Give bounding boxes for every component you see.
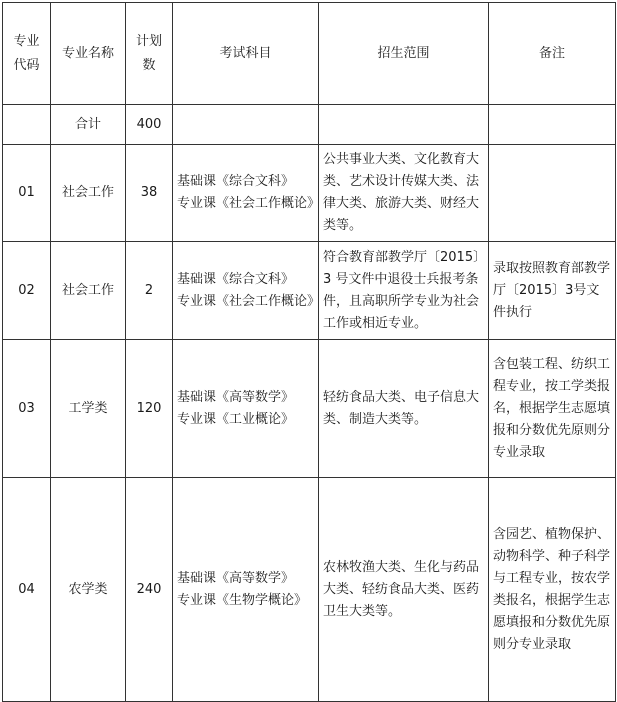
row-notes: 录取按照教育部教学厅〔2015〕3号文件执行 (489, 242, 616, 340)
row-code: 02 (3, 242, 51, 340)
header-row (3, 3, 616, 105)
total-value: 400 (126, 105, 173, 145)
row-plan: 120 (126, 340, 173, 478)
row-code: 04 (3, 478, 51, 702)
row-notes: 含包装工程、纺织工程专业，按工学类报名，根据学生志愿填报和分数优先原则分专业录取 (489, 340, 616, 478)
total-row (3, 105, 616, 145)
row-subjects: 基础课《综合文科》 专业课《社会工作概论》 (173, 145, 319, 242)
row-scope: 公共事业大类、文化教育大类、艺术设计传媒大类、法律大类、旅游大类、财经大类等。 (319, 145, 489, 242)
row-name: 社会工作 (51, 145, 126, 242)
row-notes: 含园艺、植物保护、动物科学、种子科学与工程专业，按农学类报名，根据学生志愿填报和分数优先原则分专业录取 (489, 478, 616, 702)
total-notes (489, 105, 616, 145)
header-notes: 备注 (489, 3, 616, 105)
row-plan: 240 (126, 478, 173, 702)
row-scope: 符合教育部教学厅〔2015〕3 号文件中退役士兵报考条件，且高职所学专业为社会工作或相近专业。 (319, 242, 489, 340)
total-subjects (173, 105, 319, 145)
header-scope: 招生范围 (319, 3, 489, 105)
row-scope: 轻纺食品大类、电子信息大类、制造大类等。 (319, 340, 489, 478)
table-row (3, 145, 616, 242)
header-name: 专业名称 (51, 3, 126, 105)
row-name: 社会工作 (51, 242, 126, 340)
header-subjects: 考试科目 (173, 3, 319, 105)
row-subjects: 基础课《高等数学》 专业课《工业概论》 (173, 340, 319, 478)
row-plan: 38 (126, 145, 173, 242)
row-scope: 农林牧渔大类、生化与药品大类、轻纺食品大类、医药卫生大类等。 (319, 478, 489, 702)
total-scope (319, 105, 489, 145)
header-code: 专业 代码 (3, 3, 51, 105)
total-code (3, 105, 51, 145)
admission-plan-table (2, 2, 616, 702)
row-notes (489, 145, 616, 242)
row-subjects: 基础课《综合文科》 专业课《社会工作概论》 (173, 242, 319, 340)
table-row (3, 242, 616, 340)
row-subjects: 基础课《高等数学》 专业课《生物学概论》 (173, 478, 319, 702)
table-row (3, 478, 616, 702)
row-plan: 2 (126, 242, 173, 340)
row-name: 工学类 (51, 340, 126, 478)
row-name: 农学类 (51, 478, 126, 702)
header-plan: 计划 数 (126, 3, 173, 105)
total-label: 合计 (51, 105, 126, 145)
row-code: 01 (3, 145, 51, 242)
table-row (3, 340, 616, 478)
row-code: 03 (3, 340, 51, 478)
